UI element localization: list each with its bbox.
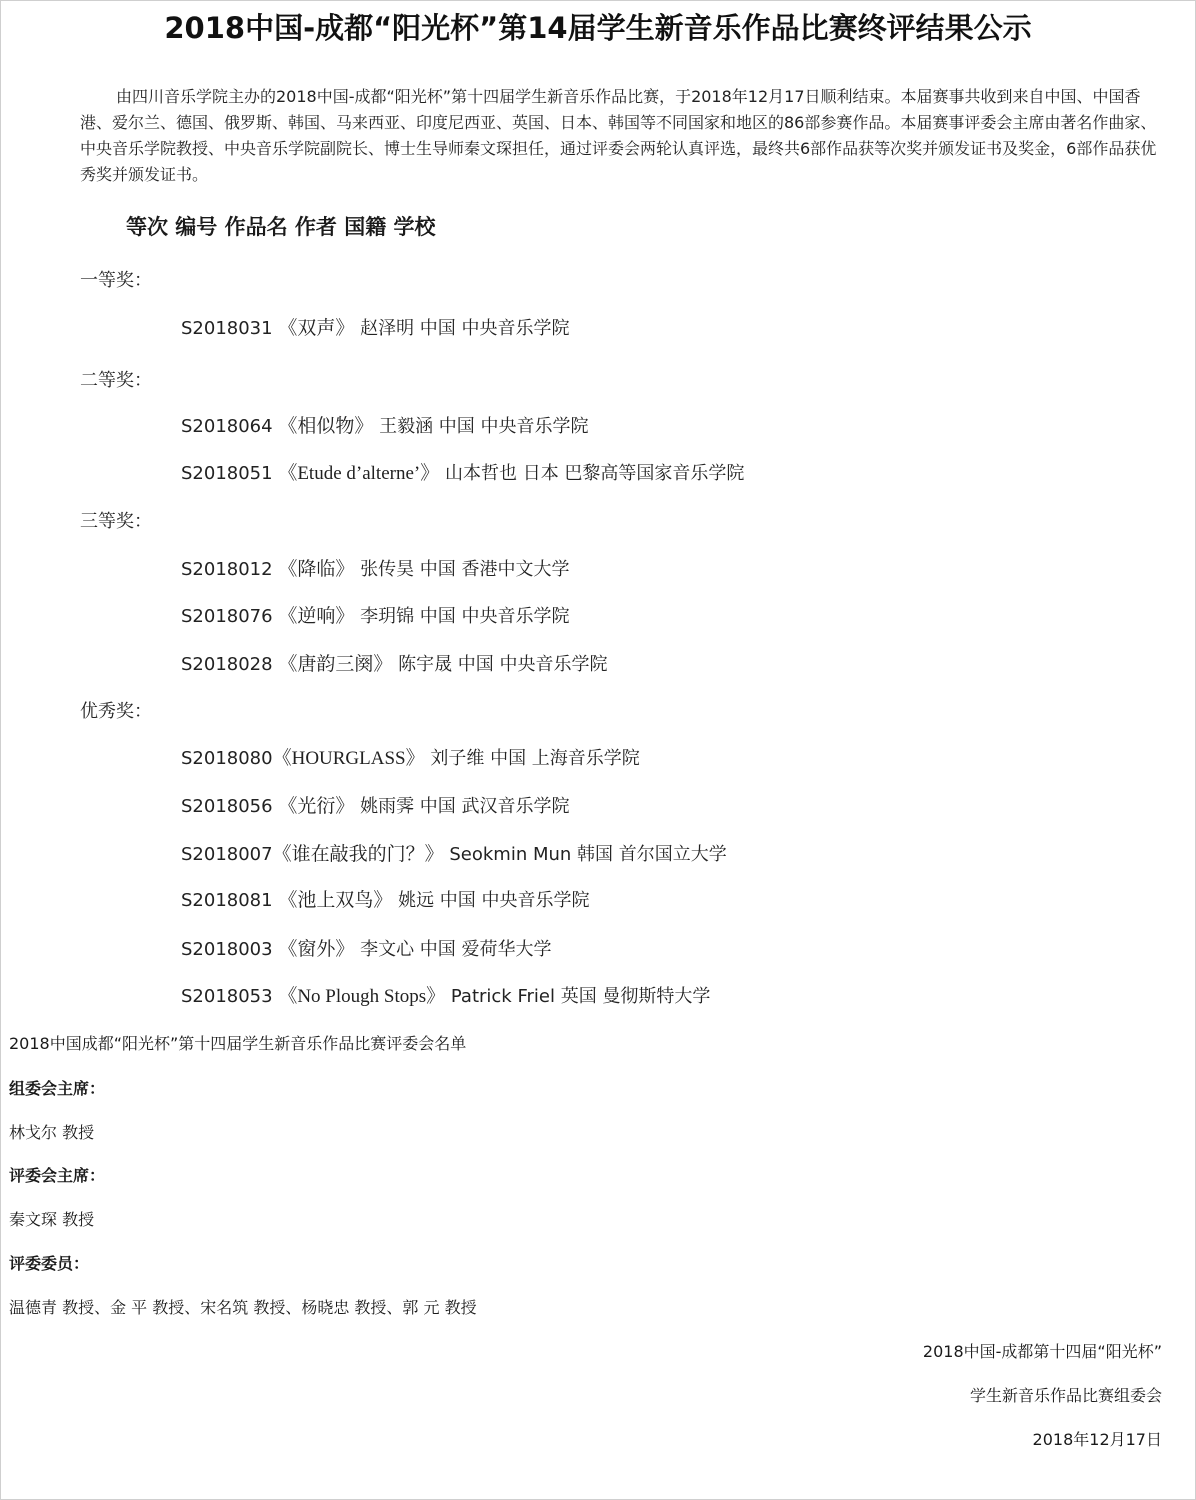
- result-entry: [181, 746, 640, 772]
- prize-label-second: 二等奖：: [80, 370, 152, 391]
- entry-details: 王毅涵 中国 中央音乐学院: [379, 416, 589, 437]
- entry-details: 赵泽明 中国 中央音乐学院: [360, 318, 570, 339]
- result-entry: [181, 888, 590, 914]
- result-entry: [181, 842, 727, 868]
- entry-work-title: 《双声》: [278, 318, 355, 339]
- committee-role: 组委会主席：: [9, 1079, 106, 1098]
- results-table-header: 等次 编号 作品名 作者 国籍 学校: [126, 215, 436, 239]
- entry-code: S2018007: [181, 844, 273, 865]
- signature-organizer: 2018中国-成都第十四届“阳光杯”: [922, 1342, 1162, 1361]
- entry-code: S2018012: [181, 559, 273, 580]
- entry-code: S2018053: [181, 986, 273, 1007]
- entry-details: 刘子维 中国 上海音乐学院: [430, 748, 640, 769]
- entry-work-title: 《窗外》: [278, 939, 355, 960]
- entry-work-title: 《逆响》: [278, 606, 355, 627]
- entry-code: S2018081: [181, 890, 273, 911]
- committee-role: 评委会主席：: [9, 1166, 106, 1185]
- entry-details: Patrick Friel 英国 曼彻斯特大学: [450, 986, 711, 1007]
- intro-paragraph: 由四川音乐学院主办的2018中国-成都“阳光杯”第十四届学生新音乐作品比赛，于2018年12月17日顺利结束。本届赛事共收到来自中国、中国香港、爱尔兰、德国、俄罗斯、韩国、马来西亚、印度尼西亚、英国、日本、韩国等不同国家和地区的86部参赛作品。本届赛事评委会主席由著名作曲家、中央音乐学院教授、中央音乐学院副院长、博士生导师秦文琛担任，通过评委会两轮认真评选，最终共6部作品获等次奖并颁发证书及奖金，6部作品获优秀奖并颁发证书。: [80, 87, 1157, 184]
- result-entry: [181, 557, 570, 583]
- entry-details: 李文心 中国 爱荷华大学: [360, 939, 552, 960]
- entry-details: 山本哲也 日本 巴黎高等国家音乐学院: [444, 463, 745, 484]
- committee-members: 林戈尔 教授: [9, 1123, 95, 1142]
- entry-code: S2018051: [181, 463, 273, 484]
- prize-label-third: 三等奖：: [80, 511, 152, 532]
- entry-details: 姚远 中国 中央音乐学院: [398, 890, 590, 911]
- entry-work-title: 《相似物》: [278, 416, 374, 437]
- entry-code: S2018028: [181, 654, 273, 675]
- entry-code: S2018031: [181, 318, 273, 339]
- signature-date: 2018年12月17日: [1032, 1430, 1162, 1449]
- result-entry: [181, 937, 552, 963]
- entry-code: S2018056: [181, 796, 273, 817]
- signature-committee: 学生新音乐作品比赛组委会: [969, 1386, 1162, 1405]
- result-entry: [181, 316, 570, 342]
- result-entry: [181, 414, 589, 440]
- prize-label-first: 一等奖：: [80, 270, 152, 291]
- entry-code: S2018076: [181, 606, 273, 627]
- entry-details: 姚雨霁 中国 武汉音乐学院: [360, 796, 570, 817]
- entry-details: 李玥锦 中国 中央音乐学院: [360, 606, 570, 627]
- entry-work-title: 《谁在敲我的门？》: [272, 844, 444, 865]
- entry-work-title: 《Etude d’alterne’》: [278, 463, 440, 484]
- entry-work-title: 《降临》: [278, 559, 355, 580]
- entry-work-title: 《光衍》: [278, 796, 355, 817]
- result-entry: [181, 652, 608, 678]
- entry-code: S2018080: [181, 748, 273, 769]
- entry-work-title: 《池上双鸟》: [278, 890, 393, 911]
- result-entry: [181, 794, 570, 820]
- entry-details: 张传昊 中国 香港中文大学: [360, 559, 570, 580]
- result-entry: [181, 461, 744, 487]
- result-entry: [181, 984, 710, 1010]
- committee-heading: 2018中国成都“阳光杯”第十四届学生新音乐作品比赛评委会名单: [9, 1034, 467, 1053]
- result-entry: [181, 604, 570, 630]
- entry-work-title: 《HOURGLASS》: [272, 748, 425, 769]
- page-title: 2018中国-成都“阳光杯”第14届学生新音乐作品比赛终评结果公示: [164, 11, 1032, 45]
- prize-label-excellence: 优秀奖：: [80, 701, 152, 722]
- committee-members: 温德青 教授、金 平 教授、宋名筑 教授、杨晓忠 教授、郭 元 教授: [9, 1298, 477, 1317]
- entry-work-title: 《唐韵三阕》: [278, 654, 393, 675]
- entry-work-title: 《No Plough Stops》: [278, 986, 446, 1007]
- entry-details: 陈宇晟 中国 中央音乐学院: [398, 654, 608, 675]
- committee-members: 秦文琛 教授: [9, 1210, 95, 1229]
- entry-details: Seokmin Mun 韩国 首尔国立大学: [449, 844, 727, 865]
- entry-code: S2018064: [181, 416, 273, 437]
- entry-code: S2018003: [181, 939, 273, 960]
- committee-role: 评委委员：: [9, 1254, 90, 1273]
